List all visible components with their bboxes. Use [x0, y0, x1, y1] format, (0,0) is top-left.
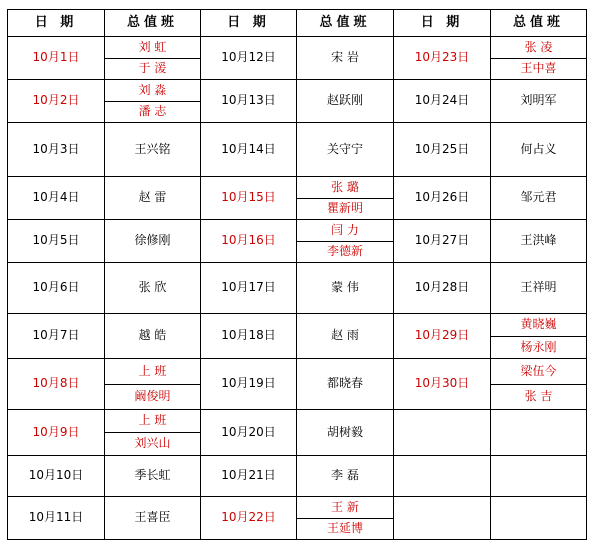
duty-cell	[491, 410, 587, 456]
date-cell: 10月3日	[8, 123, 105, 177]
duty-name: 张 欣	[138, 280, 167, 295]
duty-cell	[297, 123, 394, 177]
duty-name	[491, 410, 586, 455]
date-cell: 10月22日	[201, 497, 297, 540]
date-cell: 10月14日	[201, 123, 297, 177]
duty-cell	[491, 263, 587, 314]
duty-name: 胡树毅	[326, 424, 363, 439]
duty-name: 张 璐	[331, 179, 359, 194]
duty-cell	[297, 220, 394, 263]
date-cell: 10月27日	[394, 220, 491, 263]
duty-name: 梁伍今	[520, 363, 557, 378]
duty-cell	[297, 80, 394, 123]
duty-name: 张 凌	[524, 39, 553, 54]
duty-cell	[491, 497, 587, 540]
date-cell: 10月10日	[8, 456, 105, 497]
table-row	[8, 80, 587, 123]
duty-cell	[105, 123, 201, 177]
duty-name: 王兴铭	[134, 141, 171, 156]
duty-name: 赵 雷	[138, 190, 167, 205]
date-cell: 10月15日	[201, 177, 297, 220]
header-row	[8, 10, 587, 37]
date-cell: 10月18日	[201, 314, 297, 359]
date-cell	[394, 456, 491, 497]
duty-name: 徐修刚	[134, 233, 171, 248]
duty-cell	[297, 497, 394, 540]
duty-name: 季长虹	[134, 468, 171, 483]
roster-body	[8, 37, 587, 540]
table-row	[8, 263, 587, 314]
duty-name: 刘明军	[520, 93, 557, 108]
duty-name: 王中喜	[491, 58, 586, 80]
table-row	[8, 37, 587, 80]
table-row	[8, 410, 587, 456]
duty-roster-table	[7, 9, 587, 540]
duty-name: 阚俊明	[105, 384, 200, 410]
duty-name: 王喜臣	[134, 510, 171, 525]
duty-name: 刘 淼	[138, 82, 167, 97]
date-cell	[394, 410, 491, 456]
duty-cell	[491, 80, 587, 123]
duty-cell	[105, 497, 201, 540]
table-row	[8, 456, 587, 497]
date-cell: 10月11日	[8, 497, 105, 540]
date-cell: 10月16日	[201, 220, 297, 263]
duty-cell	[105, 37, 201, 80]
table-row	[8, 123, 587, 177]
date-cell: 10月9日	[8, 410, 105, 456]
table-row	[8, 314, 587, 359]
date-cell: 10月28日	[394, 263, 491, 314]
duty-cell	[297, 177, 394, 220]
date-cell: 10月2日	[8, 80, 105, 123]
duty-cell	[297, 263, 394, 314]
duty-cell	[297, 314, 394, 359]
duty-name: 王祥明	[520, 280, 557, 295]
table-row	[8, 177, 587, 220]
duty-name: 瞿新明	[297, 198, 393, 220]
date-cell: 10月24日	[394, 80, 491, 123]
date-cell: 10月25日	[394, 123, 491, 177]
duty-name	[491, 456, 586, 496]
date-cell: 10月29日	[394, 314, 491, 359]
header-duty-2: 总值班	[297, 10, 394, 37]
header-duty-3: 总值班	[491, 10, 587, 37]
header-date-1: 日 期	[8, 10, 105, 37]
duty-cell	[105, 456, 201, 497]
duty-cell	[297, 410, 394, 456]
duty-name: 潘 志	[105, 101, 200, 123]
date-cell: 10月21日	[201, 456, 297, 497]
header-duty-1: 总值班	[105, 10, 201, 37]
duty-name: 赵跃刚	[326, 93, 363, 108]
duty-name: 闫 力	[331, 222, 359, 237]
duty-name: 上 班	[138, 363, 167, 378]
duty-cell	[491, 220, 587, 263]
duty-cell	[491, 456, 587, 497]
duty-cell	[297, 37, 394, 80]
duty-name: 都晓春	[326, 376, 363, 391]
duty-name: 邹元君	[520, 190, 557, 205]
date-cell: 10月8日	[8, 359, 105, 410]
date-cell: 10月30日	[394, 359, 491, 410]
duty-name: 关守宁	[326, 141, 363, 156]
date-cell: 10月4日	[8, 177, 105, 220]
duty-cell	[105, 263, 201, 314]
duty-name: 刘兴山	[105, 432, 200, 455]
duty-cell	[297, 456, 394, 497]
duty-cell	[105, 314, 201, 359]
table-row	[8, 359, 587, 410]
duty-cell	[105, 80, 201, 123]
duty-name: 赵 雨	[331, 328, 359, 343]
date-cell: 10月5日	[8, 220, 105, 263]
date-cell: 10月6日	[8, 263, 105, 314]
duty-name: 王洪峰	[520, 233, 557, 248]
table-row	[8, 220, 587, 263]
duty-name: 宋 岩	[331, 50, 359, 65]
header-date-2: 日 期	[201, 10, 297, 37]
date-cell: 10月12日	[201, 37, 297, 80]
date-cell: 10月20日	[201, 410, 297, 456]
date-cell: 10月7日	[8, 314, 105, 359]
header-date-3: 日 期	[394, 10, 491, 37]
duty-name: 于 湲	[105, 58, 200, 80]
duty-name: 王 新	[331, 499, 359, 514]
duty-cell	[491, 359, 587, 410]
duty-cell	[105, 410, 201, 456]
duty-cell	[105, 177, 201, 220]
duty-name: 上 班	[138, 413, 167, 428]
duty-cell	[491, 37, 587, 80]
date-cell	[394, 497, 491, 540]
duty-name: 蒙 伟	[331, 280, 359, 295]
table-row	[8, 497, 587, 540]
duty-name: 王延博	[297, 518, 393, 540]
duty-name: 张 吉	[491, 384, 586, 410]
date-cell: 10月13日	[201, 80, 297, 123]
duty-name: 李 磊	[331, 468, 359, 483]
duty-cell	[105, 220, 201, 263]
duty-name: 杨永刚	[491, 336, 586, 359]
duty-name: 李德新	[297, 241, 393, 263]
duty-name: 何占义	[520, 141, 557, 156]
duty-name	[491, 497, 586, 539]
duty-cell	[491, 123, 587, 177]
date-cell: 10月1日	[8, 37, 105, 80]
duty-name: 刘 虹	[138, 39, 167, 54]
date-cell: 10月26日	[394, 177, 491, 220]
date-cell: 10月17日	[201, 263, 297, 314]
duty-cell	[105, 359, 201, 410]
duty-cell	[297, 359, 394, 410]
duty-name: 黄晓巍	[520, 317, 557, 332]
duty-cell	[491, 177, 587, 220]
duty-name: 越 皓	[138, 328, 167, 343]
date-cell: 10月23日	[394, 37, 491, 80]
duty-cell	[491, 314, 587, 359]
date-cell: 10月19日	[201, 359, 297, 410]
